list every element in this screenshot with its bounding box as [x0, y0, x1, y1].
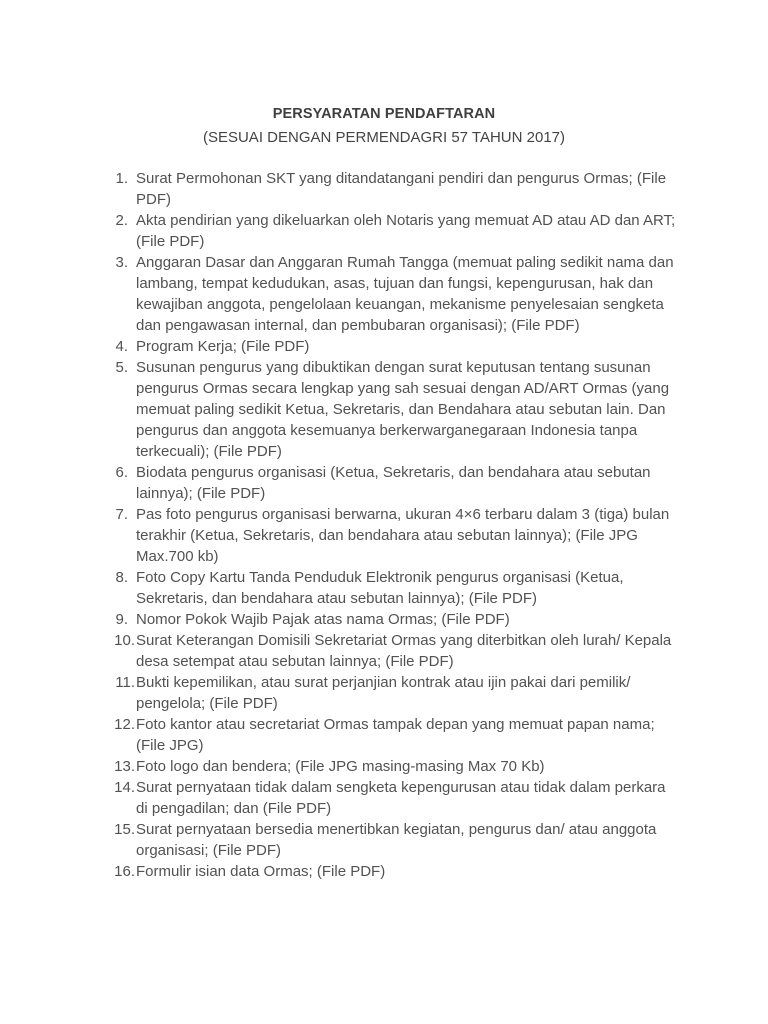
list-item-text: Pas foto pengurus organisasi berwarna, ukuran 4×6 terbaru dalam 3 (tiga) bulan terakhir (Ketua, Sekretaris, dan bendahara atau sebutan lainnya); (File JPG Max.700 kb)	[136, 506, 670, 565]
list-item-text: Formulir isian data Ormas; (File PDF)	[136, 863, 386, 880]
document-title: PERSYARATAN PENDAFTARAN	[272, 106, 496, 122]
list-item-number: 12.	[114, 716, 135, 733]
list-item-number: 15.	[114, 821, 135, 838]
list-item-number: 4.	[115, 338, 128, 355]
list-item-text: Foto logo dan bendera; (File JPG masing-masing Max 70 Kb)	[136, 758, 545, 775]
list-item-text: Biodata pengurus organisasi (Ketua, Sekretaris, dan bendahara atau sebutan lainnya); (File PDF)	[136, 464, 651, 502]
list-item	[108, 462, 680, 504]
list-item	[108, 252, 680, 336]
list-item-number: 5.	[115, 359, 128, 376]
list-item-number: 2.	[115, 212, 128, 229]
list-item	[108, 819, 680, 861]
requirements-list	[108, 168, 680, 882]
list-item	[108, 336, 680, 357]
list-item-text: Foto Copy Kartu Tanda Penduduk Elektronik pengurus organisasi (Ketua, Sekretaris, dan bendahara atau sebutan lainnya); (File PDF)	[136, 569, 624, 607]
list-item-number: 11.	[115, 674, 135, 691]
list-item	[108, 861, 680, 882]
list-item-number: 16.	[114, 863, 135, 880]
list-item-number: 6.	[115, 464, 128, 481]
list-item-text: Foto kantor atau secretariat Ormas tampak depan yang memuat papan nama; (File JPG)	[136, 716, 655, 754]
list-item	[108, 756, 680, 777]
list-item-text: Surat pernyataan tidak dalam sengketa kepengurusan atau tidak dalam perkara di pengadilan; dan (File PDF)	[136, 779, 666, 817]
list-item-text: Nomor Pokok Wajib Pajak atas nama Ormas; (File PDF)	[136, 611, 510, 628]
list-item-number: 1.	[115, 170, 128, 187]
list-item-text: Anggaran Dasar dan Anggaran Rumah Tangga (memuat paling sedikit nama dan lambang, tempat kedudukan, asas, tujuan dan fungsi, kepengurusan, hak dan kewajiban anggota, pengelolaan keuangan, mekanisme penyelesaian sengketa dan pengawasan internal, dan pembubaran organisasi); (File PDF)	[136, 254, 674, 334]
list-item	[108, 777, 680, 819]
list-item	[108, 504, 680, 567]
list-item	[108, 567, 680, 609]
list-item	[108, 210, 680, 252]
list-item-text: Akta pendirian yang dikeluarkan oleh Notaris yang memuat AD atau AD dan ART; (File PDF)	[136, 212, 676, 250]
list-item-number: 13.	[114, 758, 135, 775]
list-item-number: 9.	[115, 611, 128, 628]
list-item-text: Bukti kepemilikan, atau surat perjanjian kontrak atau ijin pakai dari pemilik/ pengelola; (File PDF)	[136, 674, 631, 712]
list-item-number: 10.	[114, 632, 135, 649]
list-item-number: 3.	[115, 254, 128, 271]
document-subtitle: (SESUAI DENGAN PERMENDAGRI 57 TAHUN 2017)	[202, 129, 566, 146]
list-item-text: Susunan pengurus yang dibuktikan dengan surat keputusan tentang susunan pengurus Ormas secara lengkap yang sah sesuai dengan AD/ART Ormas (yang memuat paling sedikit Ketua, Sekretaris, dan Bendahara atau sebutan lain. Dan pengurus dan anggota kesemuanya berkerwarganegaraan Indonesia tanpa terkecuali); (File PDF)	[136, 359, 670, 460]
list-item-number: 7.	[115, 506, 128, 523]
list-item-text: Surat Keterangan Domisili Sekretariat Ormas yang diterbitkan oleh lurah/ Kepala desa setempat atau sebutan lainnya; (File PDF)	[136, 632, 672, 670]
list-item	[108, 672, 680, 714]
list-item	[108, 714, 680, 756]
list-item-text: Surat pernyataan bersedia menertibkan kegiatan, pengurus dan/ atau anggota organisasi; (File PDF)	[136, 821, 657, 859]
list-item	[108, 609, 680, 630]
list-item-text: Program Kerja; (File PDF)	[136, 338, 310, 355]
list-item	[108, 630, 680, 672]
list-item	[108, 357, 680, 462]
list-item-number: 14.	[114, 779, 135, 796]
list-item-text: Surat Permohonan SKT yang ditandatangani pendiri dan pengurus Ormas; (File PDF)	[136, 170, 667, 208]
list-item	[108, 168, 680, 210]
list-item-number: 8.	[115, 569, 128, 586]
